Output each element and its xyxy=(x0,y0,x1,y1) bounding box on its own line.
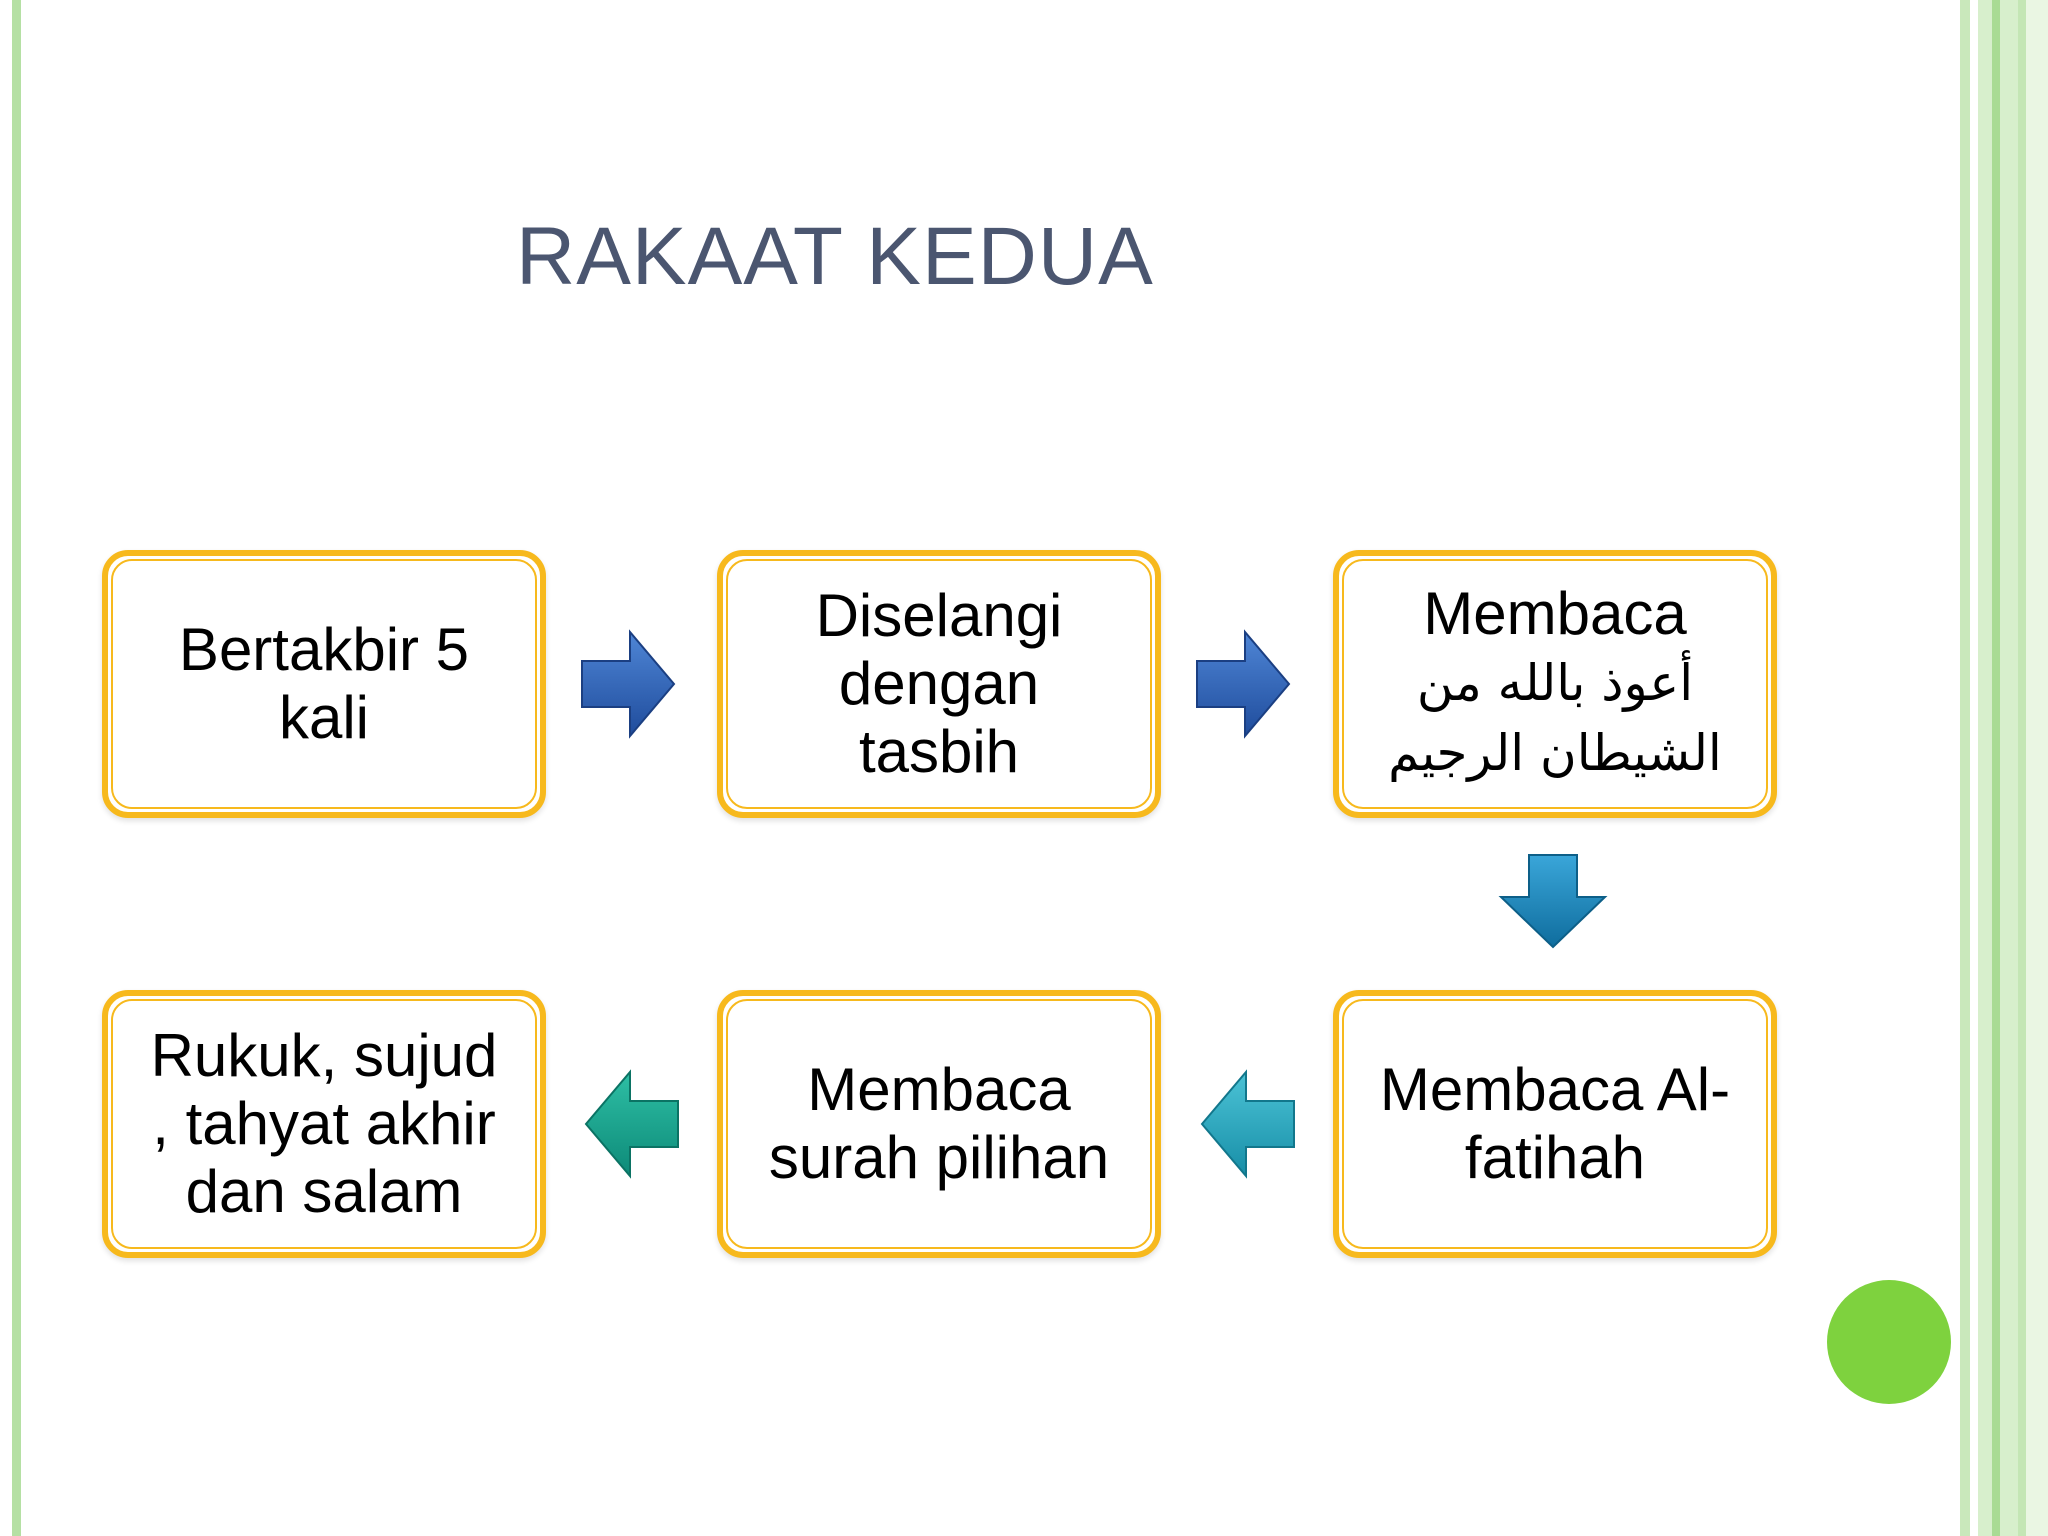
step-text-salam xyxy=(139,1022,510,1226)
step-box-takbir xyxy=(102,550,546,818)
arrow-left-icon xyxy=(1198,1068,1298,1180)
step-text-taawudz xyxy=(1376,580,1734,788)
step-box-taawudz xyxy=(1333,550,1777,818)
step-taawudz-arabic-line-2: الشيطان الرجيم xyxy=(1388,724,1722,782)
step-text-surah xyxy=(757,1056,1121,1192)
step-text-takbir xyxy=(167,616,481,752)
step-box-tasbih xyxy=(717,550,1161,818)
step-box-surah xyxy=(717,990,1161,1258)
left-border-stripe xyxy=(12,0,21,1536)
step-alfatihah-line-1: Membaca Al- xyxy=(1379,1056,1731,1123)
step-surah-line-2: surah pilihan xyxy=(768,1124,1110,1191)
decorative-green-circle xyxy=(1827,1280,1951,1404)
step-text-alfatihah xyxy=(1368,1056,1742,1192)
step-text-tasbih xyxy=(804,582,1075,786)
step-takbir-line-1: Bertakbir 5 xyxy=(178,616,470,683)
step-salam-line-2: , tahyat akhir xyxy=(152,1090,496,1157)
step-tasbih-line-3: tasbih xyxy=(858,718,1020,785)
arrow-right-icon xyxy=(1193,628,1293,740)
arrow-right-icon xyxy=(578,628,678,740)
slide-title: RAKAAT KEDUA xyxy=(516,211,1154,302)
right-decorative-stripes xyxy=(1956,0,2048,1536)
step-salam-line-1: Rukuk, sujud xyxy=(150,1022,498,1089)
step-box-alfatihah xyxy=(1333,990,1777,1258)
arrow-left-icon xyxy=(582,1068,682,1180)
step-taawudz-label: Membaca xyxy=(1423,580,1687,647)
step-salam-line-3: dan salam xyxy=(185,1158,463,1225)
step-tasbih-line-2: dengan xyxy=(838,650,1040,717)
step-takbir-line-2: kali xyxy=(278,684,369,751)
step-box-salam xyxy=(102,990,546,1258)
step-alfatihah-line-2: fatihah xyxy=(1464,1124,1646,1191)
step-taawudz-arabic-line-1: أعوذ بالله من xyxy=(1416,654,1694,712)
step-tasbih-line-1: Diselangi xyxy=(815,582,1063,649)
arrow-down-icon xyxy=(1497,853,1609,949)
step-surah-line-1: Membaca xyxy=(807,1056,1071,1123)
